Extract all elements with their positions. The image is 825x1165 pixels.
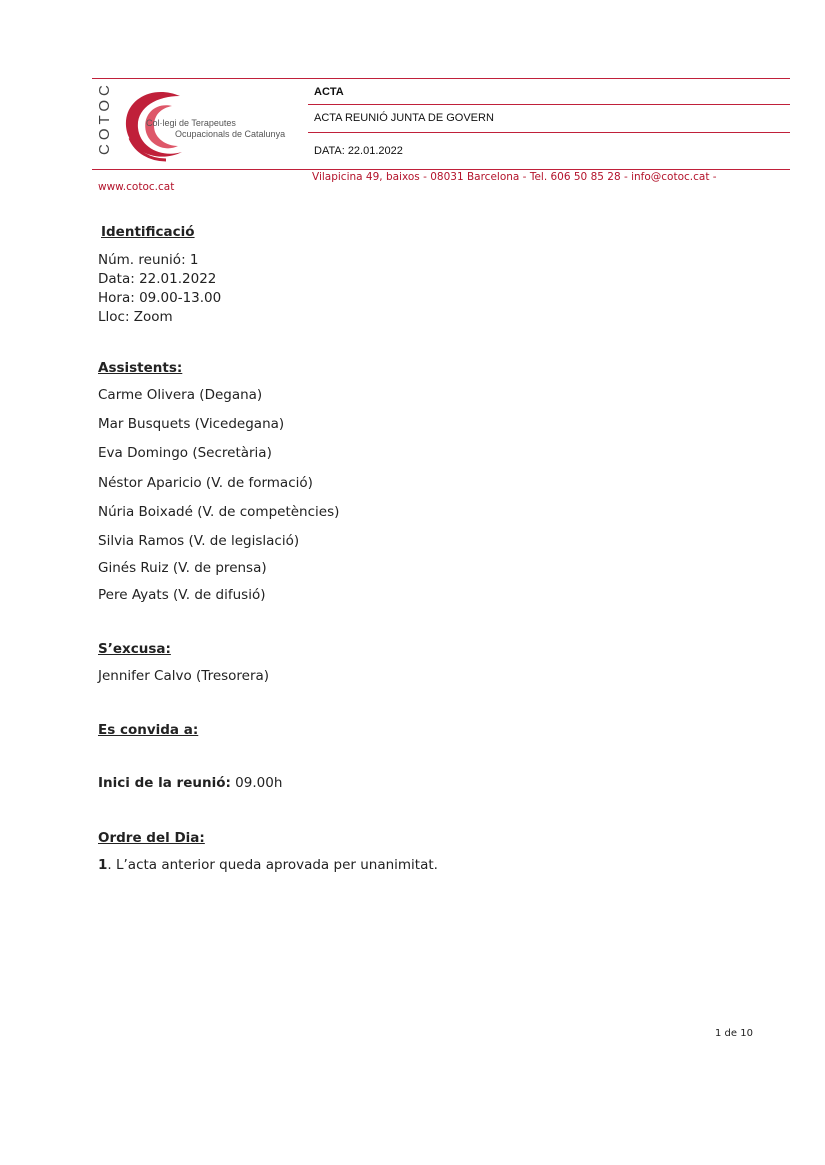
assistent-item: Silvia Ramos (V. de legislació) (98, 533, 300, 549)
id-line: Núm. reunió: 1 (98, 252, 199, 268)
assistent-item: Ginés Ruiz (V. de prensa) (98, 560, 267, 576)
identificacio-heading: Identificació (101, 224, 195, 240)
inici-line (98, 775, 282, 791)
assistents-heading: Assistents: (98, 360, 183, 376)
inici-label: Inici de la reunió: (98, 775, 231, 791)
ordre-item-number: 1 (98, 857, 108, 873)
doc-type: ACTA (314, 86, 344, 98)
excusa-item: Jennifer Calvo (Tresorera) (98, 668, 270, 684)
assistent-item: Néstor Aparicio (V. de formació) (98, 475, 313, 491)
ordre-item (98, 857, 438, 873)
header-rule-2 (308, 132, 790, 133)
id-line: Data: 22.01.2022 (98, 271, 217, 287)
ordre-item-text: . L’acta anterior queda aprovada per unanimitat. (107, 857, 438, 873)
assistent-item: Carme Olivera (Degana) (98, 387, 263, 403)
header-rule-1 (308, 104, 790, 105)
id-line: Lloc: Zoom (98, 309, 173, 325)
assistent-item: Núria Boixadé (V. de competències) (98, 504, 340, 520)
excusa-heading: S’excusa: (98, 641, 171, 657)
header-address: Vilapicina 49, baixos - 08031 Barcelona - Tel. 606 50 85 28 - info@cotoc.cat - (312, 171, 717, 183)
header-bottom-rule (92, 169, 790, 170)
header-website[interactable]: www.cotoc.cat (98, 181, 175, 193)
id-line: Hora: 09.00-13.00 (98, 290, 222, 306)
convida-heading: Es convida a: (98, 722, 199, 738)
page-number: 1 de 10 (715, 1028, 753, 1039)
identificacio-block (98, 251, 221, 327)
assistent-item: Pere Ayats (V. de difusió) (98, 587, 266, 603)
logo-wordmark: COTOC (96, 81, 113, 155)
ordre-heading: Ordre del Dia: (98, 830, 205, 846)
doc-date: DATA: 22.01.2022 (314, 145, 403, 157)
logo-line-2: Ocupacionals de Catalunya (175, 129, 286, 139)
inici-value: 09.00h (230, 775, 283, 791)
assistent-item: Eva Domingo (Secretària) (98, 445, 272, 461)
assistent-item: Mar Busquets (Vicedegana) (98, 416, 285, 432)
doc-title: ACTA REUNIÓ JUNTA DE GOVERN (314, 112, 494, 124)
header-top-rule (92, 78, 790, 79)
logo-line-1: Col·legi de Terapeutes (146, 118, 236, 128)
